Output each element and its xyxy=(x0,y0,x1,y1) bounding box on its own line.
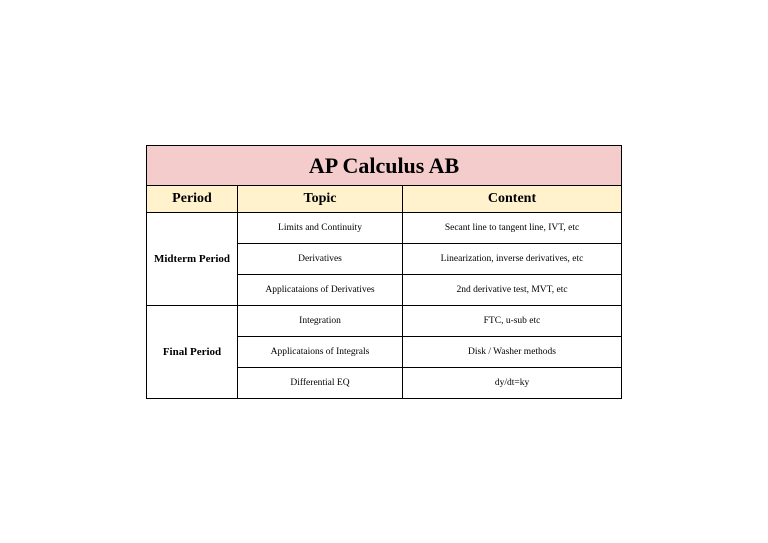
content-cell: Linearization, inverse derivatives, etc xyxy=(403,244,622,275)
period-midterm: Midterm Period xyxy=(147,213,238,306)
table-row xyxy=(147,306,622,337)
content-cell: dy/dt=ky xyxy=(403,368,622,399)
topic-cell: Applicataions of Integrals xyxy=(238,337,403,368)
topic-cell: Differential EQ xyxy=(238,368,403,399)
content-cell: FTC, u-sub etc xyxy=(403,306,622,337)
topic-cell: Derivatives xyxy=(238,244,403,275)
title-row xyxy=(147,146,622,186)
topic-cell: Applicataions of Derivatives xyxy=(238,275,403,306)
content-cell: Secant line to tangent line, IVT, etc xyxy=(403,213,622,244)
table-title: AP Calculus AB xyxy=(147,146,622,186)
content-cell: 2nd derivative test, MVT, etc xyxy=(403,275,622,306)
topic-cell: Integration xyxy=(238,306,403,337)
course-schedule-table xyxy=(146,145,622,399)
header-content: Content xyxy=(403,186,622,213)
topic-cell: Limits and Continuity xyxy=(238,213,403,244)
period-final: Final Period xyxy=(147,306,238,399)
content-cell: Disk / Washer methods xyxy=(403,337,622,368)
table-row xyxy=(147,213,622,244)
header-row xyxy=(147,186,622,213)
header-topic: Topic xyxy=(238,186,403,213)
header-period: Period xyxy=(147,186,238,213)
